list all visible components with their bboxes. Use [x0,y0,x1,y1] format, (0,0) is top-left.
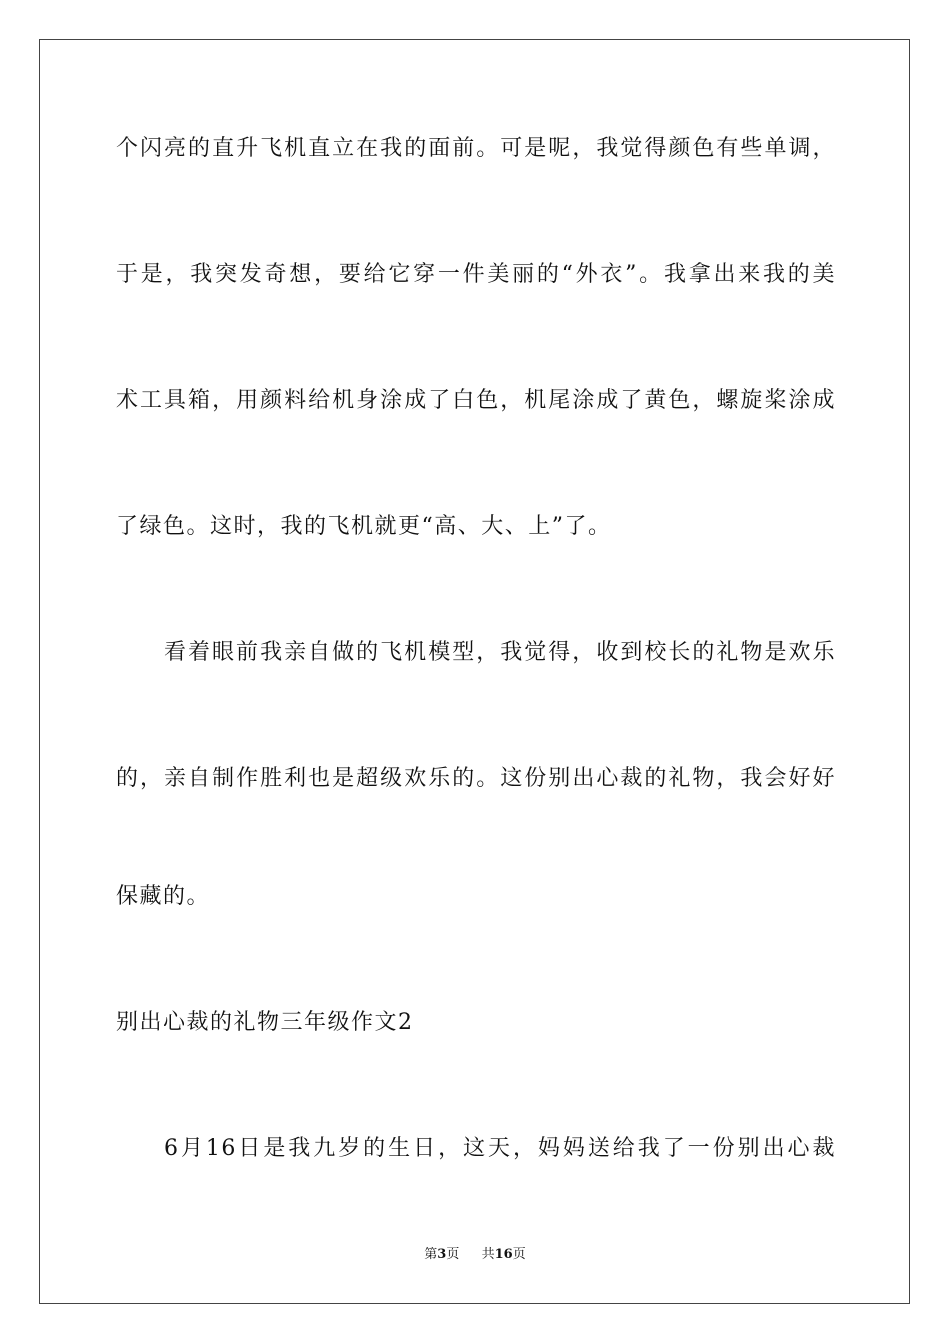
footer-page-prefix: 第 [424,1247,438,1262]
footer-total-prefix: 共 [481,1247,495,1262]
text-line-7: 保藏的。 [116,884,211,909]
footer-total-pages: 16 [494,1247,513,1262]
page-footer [0,1246,950,1264]
section-heading: 别出心裁的礼物三年级作文2 [116,1010,414,1035]
text-line-9: 6月16日是我九岁的生日，这天，妈妈送给我了一份别出心裁 [164,1136,836,1161]
page-border [39,39,910,1304]
footer-total-suffix: 页 [512,1247,526,1262]
footer-page-number: 3 [437,1247,447,1262]
text-line-6: 的，亲自制作胜利也是超级欢乐的。这份别出心裁的礼物，我会好好 [116,766,836,791]
text-line-4: 了绿色。这时，我的飞机就更“高、大、上”了。 [116,514,612,539]
footer-page-suffix: 页 [446,1247,460,1262]
text-line-5: 看着眼前我亲自做的飞机模型，我觉得，收到校长的礼物是欢乐 [164,640,836,665]
text-line-2: 于是，我突发奇想，要给它穿一件美丽的“外衣”。我拿出来我的美 [116,262,836,287]
text-line-1: 个闪亮的直升飞机直立在我的面前。可是呢，我觉得颜色有些单调， [116,136,836,161]
text-line-3: 术工具箱，用颜料给机身涂成了白色，机尾涂成了黄色，螺旋桨涂成 [116,388,836,413]
